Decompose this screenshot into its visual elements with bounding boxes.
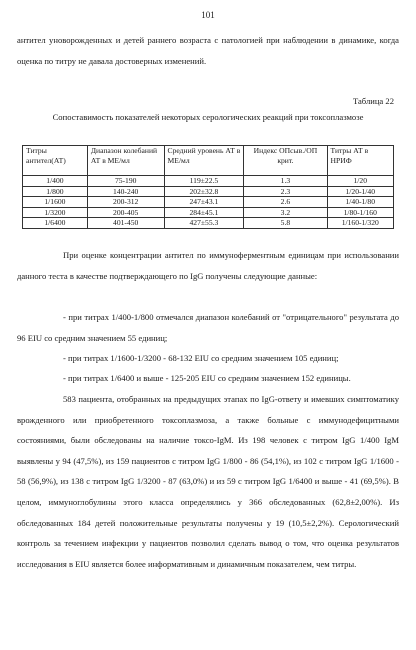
cell-index: 3.2 bbox=[244, 207, 327, 218]
cell-index: 1.3 bbox=[244, 176, 327, 187]
header-range: Диапазон колебаний АТ в МЕ/мл bbox=[87, 146, 164, 176]
table-header-row bbox=[23, 146, 394, 176]
cell-range: 200-405 bbox=[87, 207, 164, 218]
cell-mean: 202±32.8 bbox=[164, 186, 244, 197]
cell-titer: 1/800 bbox=[23, 186, 88, 197]
table-row bbox=[23, 186, 394, 197]
list-item: - при титрах 1/1600-1/3200 - 68-132 EIU со средним значением 105 единиц; bbox=[63, 353, 339, 363]
cell-range: 401-450 bbox=[87, 218, 164, 229]
paragraph-igm-results: 583 пациента, отобранных на предыдущих этапах по IgG-ответу и имевших симптоматику врожденного или приобретенного токсоплазмоза, а также больные с иммунодефицитными состояниями, были обследованы на наличие токсо-IgM. Из 198 человек с титром IgG 1/400 IgM выявлены у 94 (47,5%), из 159 пациентов с титром IgG 1/800 - 86 (54,1%), из 102 с титром IgG 1/1600 - 58 (56,9%), из 138 с титром IgG 1/3200 - 87 (63,0%) и из 59 с титром IgG 1/6400 и выше - 41 (69,5%). В целом, иммуноглобулины этого класса определялись у 366 обследованных (62,8±2,00%). Из обследованных 184 детей положительные результаты получены у 19 (10,5±2,2%). Серологический контроль за течением инфекции у пациентов позволил сделать вывод о том, что оценка результатов исследования в EIU является более информативным и динамичным показателем, чем титры. bbox=[17, 394, 399, 569]
cell-nrif: 1/40-1/80 bbox=[327, 197, 394, 208]
table-row bbox=[23, 197, 394, 208]
cell-titer: 1/3200 bbox=[23, 207, 88, 218]
header-index: Индекс ОПсыв./ОП крит. bbox=[244, 146, 327, 176]
cell-range: 140-240 bbox=[87, 186, 164, 197]
cell-mean: 119±22.5 bbox=[164, 176, 244, 187]
table-row bbox=[23, 207, 394, 218]
paragraph-eiu-intro: При оценке концентрации антител по иммуноферментным единицам при использовании данного теста в качестве подтверждающего по IgG получены следующие данные: bbox=[17, 250, 399, 281]
cell-mean: 247±43.1 bbox=[164, 197, 244, 208]
data-table bbox=[22, 145, 394, 229]
intro-paragraph: антител уноворожденных и детей раннего возраста с патологией при наблюдении в динамике, когда оценка по титру не давала достоверных изменений. bbox=[17, 35, 399, 66]
cell-index: 2.6 bbox=[244, 197, 327, 208]
cell-nrif: 1/80-1/160 bbox=[327, 207, 394, 218]
cell-mean: 284±45.1 bbox=[164, 207, 244, 218]
header-mean: Средний уровень АТ в МЕ/мл bbox=[164, 146, 244, 176]
cell-titer: 1/6400 bbox=[23, 218, 88, 229]
cell-mean: 427±55.3 bbox=[164, 218, 244, 229]
cell-range: 200-312 bbox=[87, 197, 164, 208]
list-item: - при титрах 1/400-1/800 отмечался диапазон колебаний от "отрицательного" результата до 96 EIU со средним значением 55 единиц; bbox=[17, 312, 399, 343]
cell-index: 2.3 bbox=[244, 186, 327, 197]
list-item: - при титрах 1/6400 и выше - 125-205 EIU со средним значением 152 единицы. bbox=[63, 373, 351, 383]
cell-range: 75-190 bbox=[87, 176, 164, 187]
table-label: Таблица 22 bbox=[352, 96, 394, 106]
header-titers: Титры антител(АТ) bbox=[23, 146, 88, 176]
table-row bbox=[23, 218, 394, 229]
cell-titer: 1/400 bbox=[23, 176, 88, 187]
cell-nrif: 1/160-1/320 bbox=[327, 218, 394, 229]
cell-nrif: 1/20-1/40 bbox=[327, 186, 394, 197]
cell-index: 5.8 bbox=[244, 218, 327, 229]
table-title: Сопоставимость показателей некоторых серологических реакций при токсоплазмозе bbox=[52, 112, 364, 122]
table-row bbox=[23, 176, 394, 187]
header-nrif: Титры АТ в НРИФ bbox=[327, 146, 394, 176]
page-number: 101 bbox=[201, 10, 215, 20]
cell-titer: 1/1600 bbox=[23, 197, 88, 208]
cell-nrif: 1/20 bbox=[327, 176, 394, 187]
